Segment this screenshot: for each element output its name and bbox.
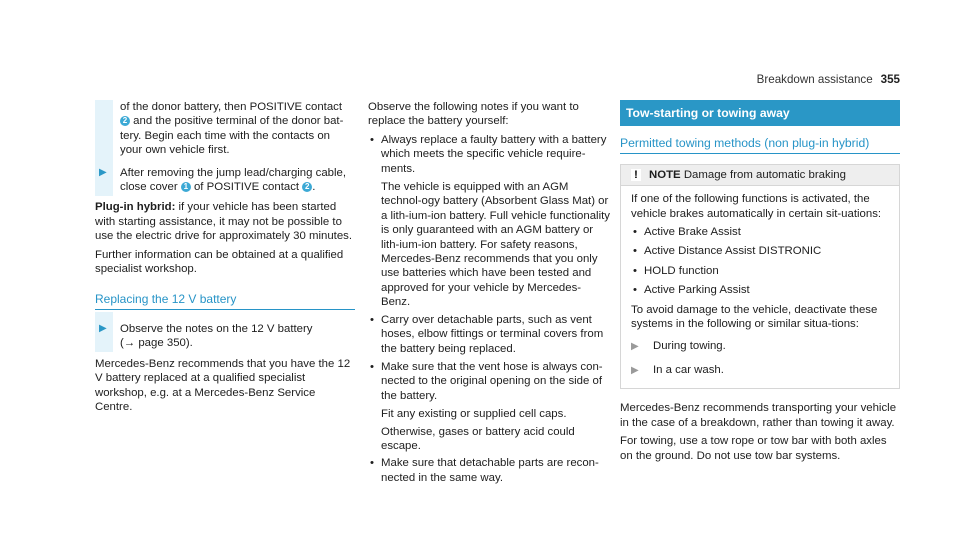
situation-text: During towing. <box>653 340 726 353</box>
text-line: your own vehicle first. <box>120 144 230 157</box>
towing-methods-subheading: Permitted towing methods (non plug-in hybrid) <box>620 136 900 153</box>
list-item-text: Active Distance Assist DISTRONIC <box>644 245 822 258</box>
warning-icon: ! <box>631 169 641 181</box>
text-line: close cover <box>120 181 178 194</box>
list-item-text: Carry over detachable parts, such as vent hoses, elbow fittings or terminal covers from the battery being replaced. <box>381 313 604 355</box>
list-item <box>368 313 610 356</box>
intro-text: Observe the following notes if you want to replace the battery yourself: <box>368 101 579 128</box>
text-line: of POSITIVE contact <box>193 181 300 194</box>
list-item-text: Always replace a faulty battery with a battery which meets the specific vehicle require-ments. <box>381 133 607 175</box>
situation-text: In a car wash. <box>653 363 724 376</box>
recommend-text: Mercedes-Benz recommends that you have the 12 V battery replaced at a qualified specialist workshop, e.g. at a Mercedes-Benz Service Centre. <box>95 357 351 413</box>
section-title: Breakdown assistance <box>756 73 873 86</box>
list-item-text: HOLD function <box>644 264 719 277</box>
plug-in-text: if your vehicle has been started with starting assistance, it may not be possible to use the electric drive for approximately 30 minutes. <box>95 201 353 243</box>
step-arrow-icon: ▶ <box>631 341 639 353</box>
list-item-text: Make sure that the vent hose is always con-nected to the original opening on the side of the battery. <box>381 360 603 402</box>
step-arrow-icon: ▶ <box>99 322 107 334</box>
list-item <box>631 283 889 297</box>
step-arrow-icon: ▶ <box>631 364 639 376</box>
note-intro: If one of the following functions is activated, the vehicle brakes automatically in certain sit-uations: <box>631 193 882 220</box>
list-item <box>368 360 610 403</box>
list-item-paragraph: The vehicle is equipped with an AGM technol-ogy battery (Absorbent Glass Mat) or a lith-ium-ion battery. Full vehicle functionality is only guaranteed with an AGM battery or lith-ium-ion battery. For safety reasons, Mercedes-Benz recommends that you only use batteries which have been tested and approved for your vehicle by Mercedes-Benz. <box>381 181 610 309</box>
callout-2: 2 <box>120 116 130 126</box>
list-item <box>631 225 889 239</box>
step-bar <box>95 100 113 158</box>
situation-step <box>631 339 889 354</box>
text-line: tery. Begin each time with the contacts on <box>120 129 330 142</box>
list-item-paragraph: Otherwise, gases or battery acid could escape. <box>381 425 575 452</box>
tow-starting-heading: Tow-starting or towing away <box>620 100 900 126</box>
further-info: Further information can be obtained at a qualified specialist workshop. <box>95 248 344 276</box>
list-item-paragraph: Fit any existing or supplied cell caps. <box>381 408 567 421</box>
callout-1: 1 <box>181 182 191 192</box>
text-line: and the positive terminal of the donor bat- <box>133 115 344 128</box>
towing-text: For towing, use a tow rope or tow bar with both axles on the ground. Do not use tow bar systems. <box>620 435 887 462</box>
list-item-text: Active Brake Assist <box>644 226 741 239</box>
page-reference[interactable]: (→ page 350). <box>120 337 193 350</box>
avoid-text: To avoid damage to the vehicle, deactivate these systems in the following or similar situa-tions: <box>631 303 878 331</box>
battery-notes-list <box>368 133 610 485</box>
step-close-cover: ▶ After removing the jump lead/charging cable, close cover 1 of POSITIVE contact 2 . <box>95 166 355 195</box>
replacing-battery-heading: Replacing the 12 V battery <box>95 292 355 309</box>
step-observe <box>95 322 355 351</box>
situation-step <box>631 363 889 378</box>
note-label: NOTE <box>649 168 681 181</box>
list-item-text: Make sure that detachable parts are recon-nected in the same way. <box>381 457 599 484</box>
callout-2: 2 <box>302 182 312 192</box>
text-line: Observe the notes on the 12 V battery <box>120 322 313 335</box>
list-item <box>368 456 610 485</box>
column-3 <box>620 100 900 467</box>
plug-in-label: Plug-in hybrid: <box>95 201 176 214</box>
list-item <box>631 244 889 258</box>
functions-list <box>631 225 889 298</box>
text-line: of the donor battery, then POSITIVE contact <box>120 101 343 113</box>
list-item-text: Active Parking Assist <box>644 284 750 297</box>
note-header <box>621 165 899 186</box>
text-line: After removing the jump lead/charging cable, <box>120 166 347 179</box>
continued-step <box>95 100 355 158</box>
page-number: 355 <box>880 73 900 86</box>
plug-in-hybrid-note <box>95 200 355 243</box>
note-title: Damage from automatic braking <box>683 168 846 181</box>
page-header <box>757 73 900 87</box>
note-body <box>621 186 899 388</box>
transport-text: Mercedes-Benz recommends transporting your vehicle in the case of a breakdown, rather than towing it away. <box>620 402 897 429</box>
list-item <box>368 133 610 176</box>
step-arrow-icon: ▶ <box>99 166 107 178</box>
note-box <box>620 164 900 389</box>
column-1 <box>95 100 355 418</box>
column-2 <box>368 100 610 489</box>
list-item <box>631 264 889 278</box>
